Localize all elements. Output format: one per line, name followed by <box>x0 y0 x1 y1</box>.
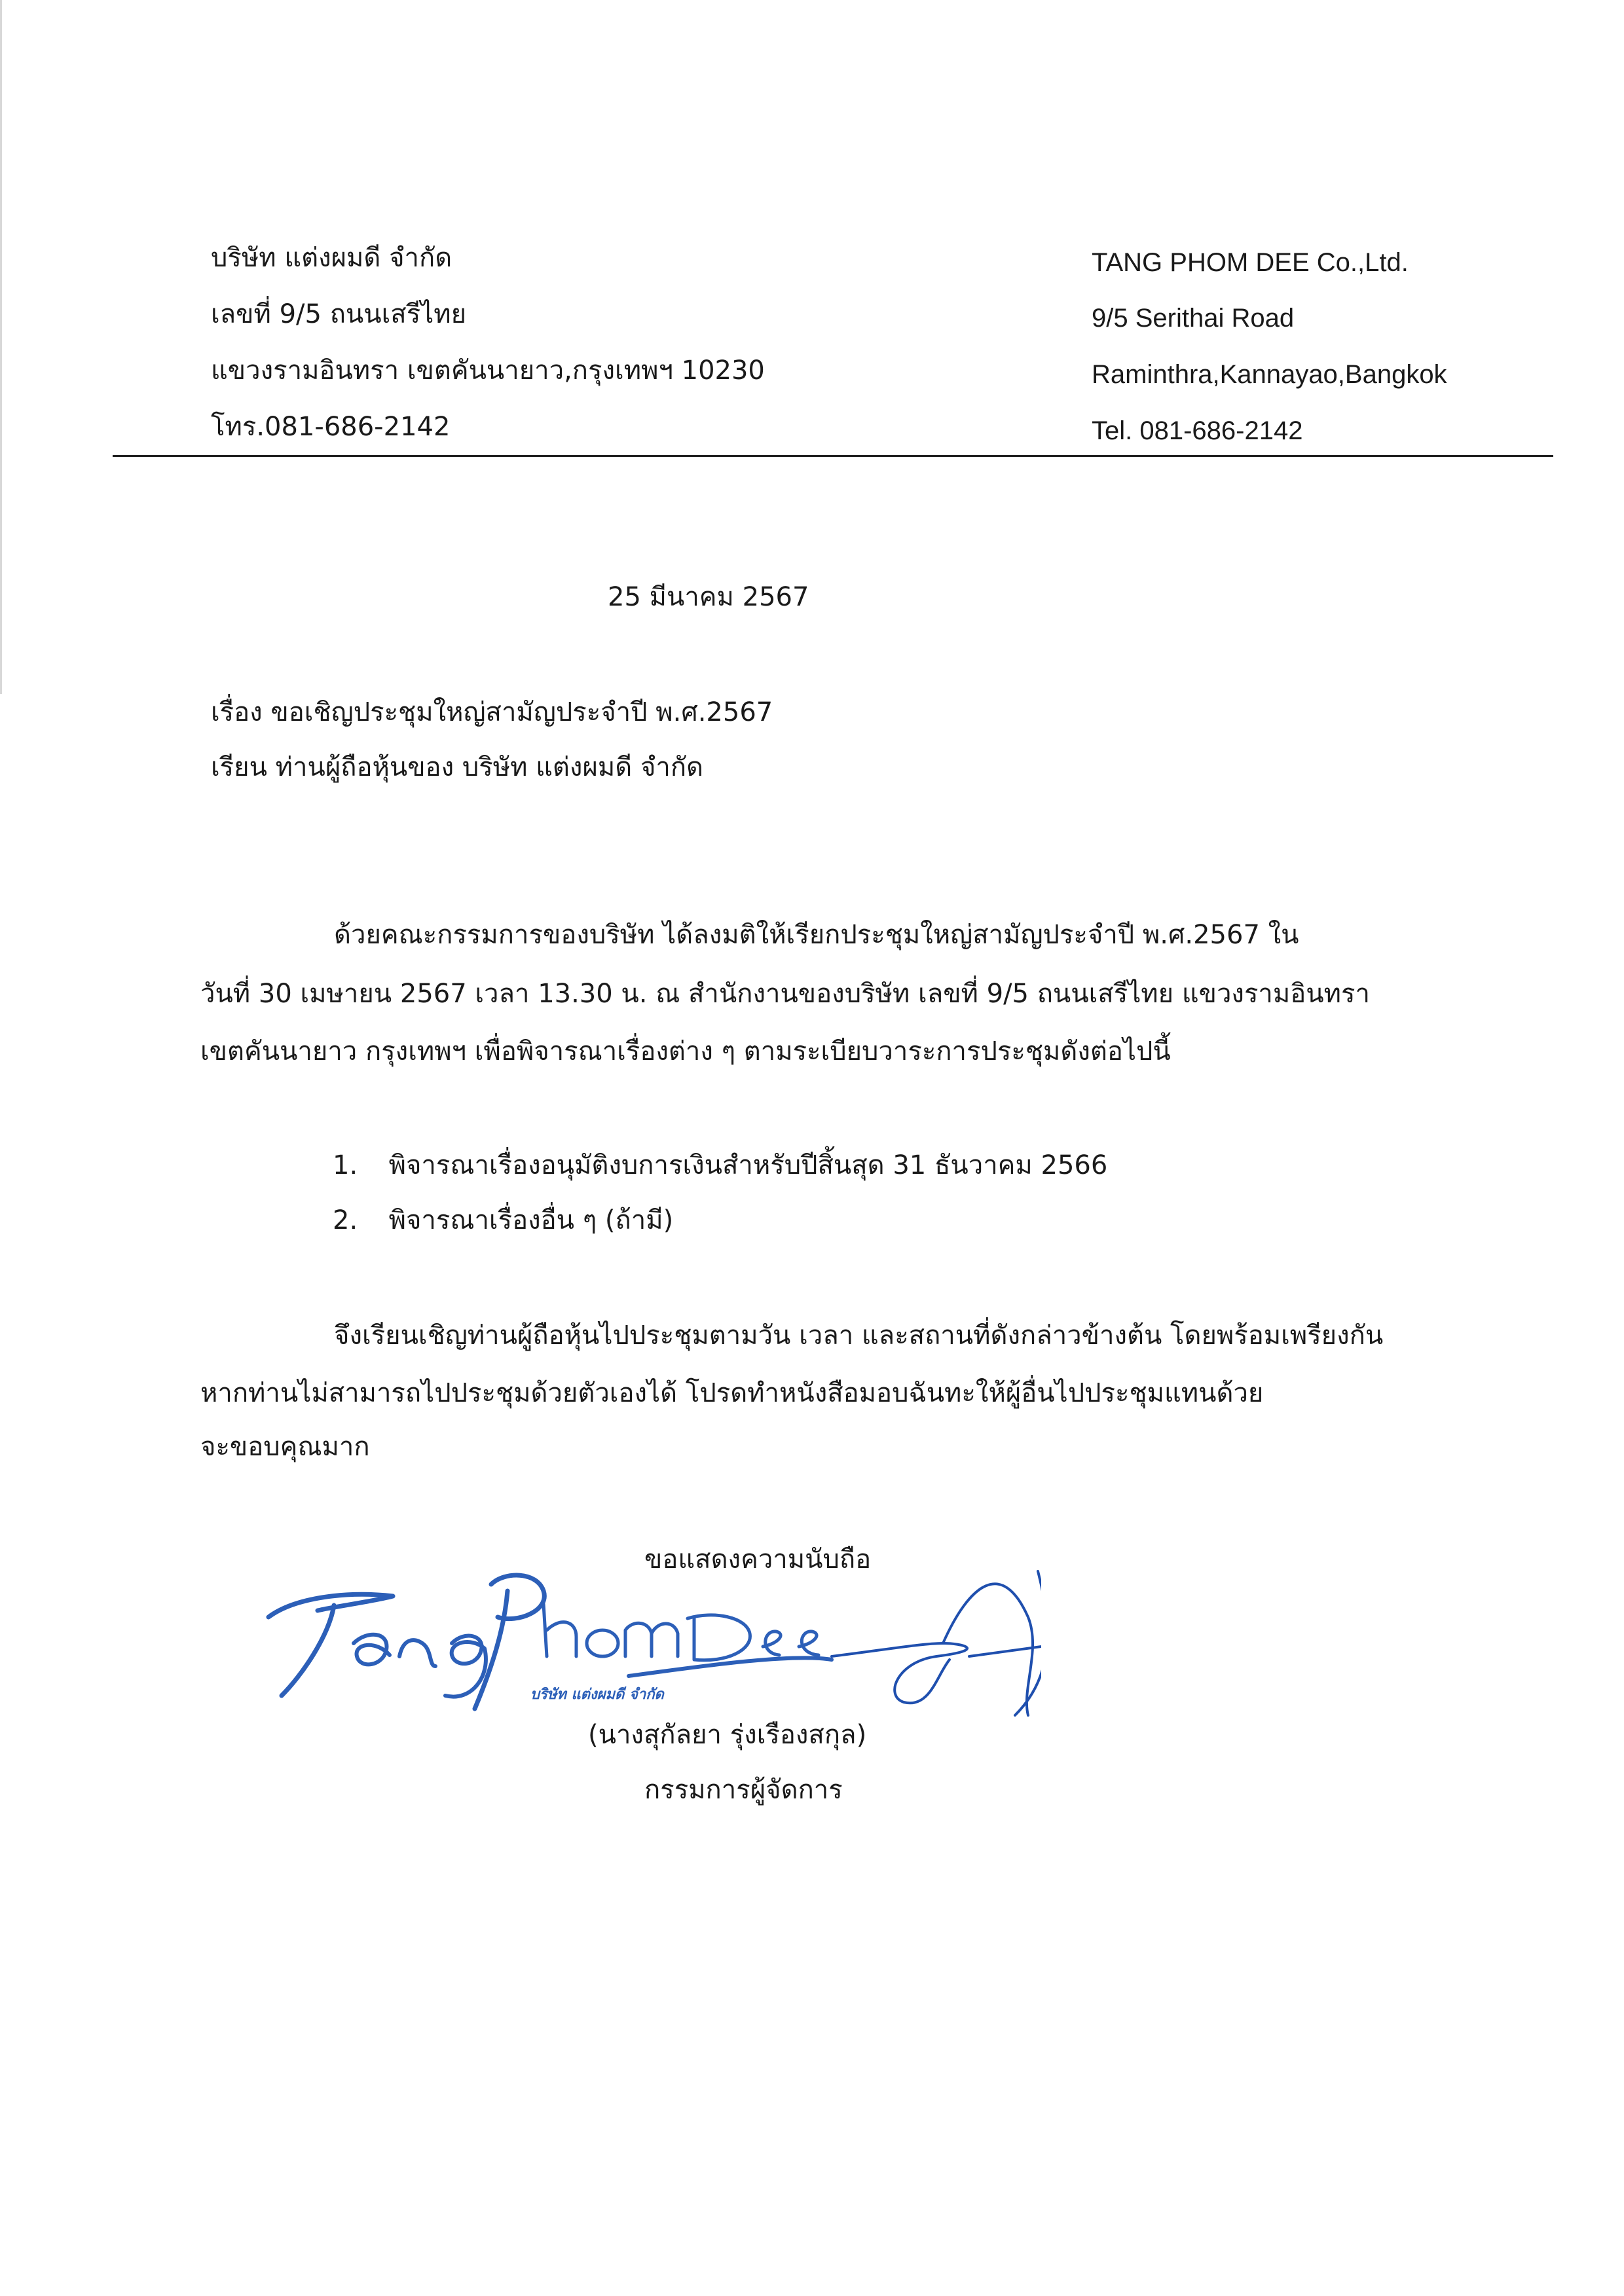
scan-edge <box>0 0 2 694</box>
agenda-item-text: พิจารณาเรื่องอื่น ๆ (ถ้ามี) <box>388 1205 674 1235</box>
paragraph-invitation-line1: จึงเรียนเชิญท่านผู้ถือหุ้นไปประชุมตามวัน เวลา และสถานที่ดังกล่าวข้างต้น โดยพร้อมเพรียงกัน <box>334 1321 1384 1351</box>
address-line1-th: เลขที่ 9/5 ถนนเสรีไทย <box>211 299 467 329</box>
signer-title: กรรมการผู้จัดการ <box>644 1775 843 1805</box>
letter-recipient: เรียน ท่านผู้ถือหุ้นของ บริษัท แต่งผมดี จำกัด <box>211 752 704 782</box>
header-divider <box>113 455 1553 457</box>
paragraph-invitation-line2: หากท่านไม่สามารถไปประชุมด้วยตัวเองได้ โปรดทำหนังสือมอบฉันทะให้ผู้อื่นไปประชุมแทนด้วย <box>200 1378 1264 1408</box>
address-line2-en: Raminthra,Kannayao,Bangkok <box>1092 360 1447 389</box>
phone-en: Tel. 081-686-2142 <box>1092 416 1303 445</box>
agenda-item <box>333 1147 1107 1184</box>
agenda-item-number: 1. <box>333 1150 358 1180</box>
address-line2-th: แขวงรามอินทรา เขตคันนายาว,กรุงเทพฯ 10230 <box>211 355 765 386</box>
paragraph-intro-line3: เขตคันนายาว กรุงเทพฯ เพื่อพิจารณาเรื่องต่าง ๆ ตามระเบียบวาระการประชุมดังต่อไปนี้ <box>200 1036 1171 1066</box>
closing-phrase: ขอแสดงความนับถือ <box>644 1544 872 1575</box>
agenda-item-text: พิจารณาเรื่องอนุมัติงบการเงินสำหรับปีสิ้นสุด 31 ธันวาคม 2566 <box>388 1150 1108 1180</box>
company-name-en: TANG PHOM DEE Co.,Ltd. <box>1092 248 1409 277</box>
paragraph-intro-line1: ด้วยคณะกรรมการของบริษัท ได้ลงมติให้เรียกประชุมใหญ่สามัญประจำปี พ.ศ.2567 ใน <box>334 920 1299 950</box>
phone-th: โทร.081-686-2142 <box>211 412 451 442</box>
agenda-item <box>333 1202 673 1239</box>
paragraph-intro-line2: วันที่ 30 เมษายน 2567 เวลา 13.30 น. ณ สำนักงานของบริษัท เลขที่ 9/5 ถนนเสรีไทย แขวงรามอินทรา <box>200 979 1370 1009</box>
letter-date: 25 มีนาคม 2567 <box>608 582 809 612</box>
letter-subject: เรื่อง ขอเชิญประชุมใหญ่สามัญประจำปี พ.ศ.2567 <box>211 697 773 727</box>
agenda-item-number: 2. <box>333 1205 358 1235</box>
paragraph-invitation-line3: จะขอบคุณมาก <box>200 1432 370 1462</box>
address-line1-en: 9/5 Serithai Road <box>1092 304 1295 333</box>
company-name-th: บริษัท แต่งผมดี จำกัด <box>211 243 452 273</box>
signer-name: (นางสุกัลยา รุ่งเรืองสกุล) <box>588 1720 867 1750</box>
signature-stamp <box>255 1545 1041 1728</box>
stamp-company-th: บริษัท แต่งผมดี จำกัด <box>530 1686 664 1703</box>
